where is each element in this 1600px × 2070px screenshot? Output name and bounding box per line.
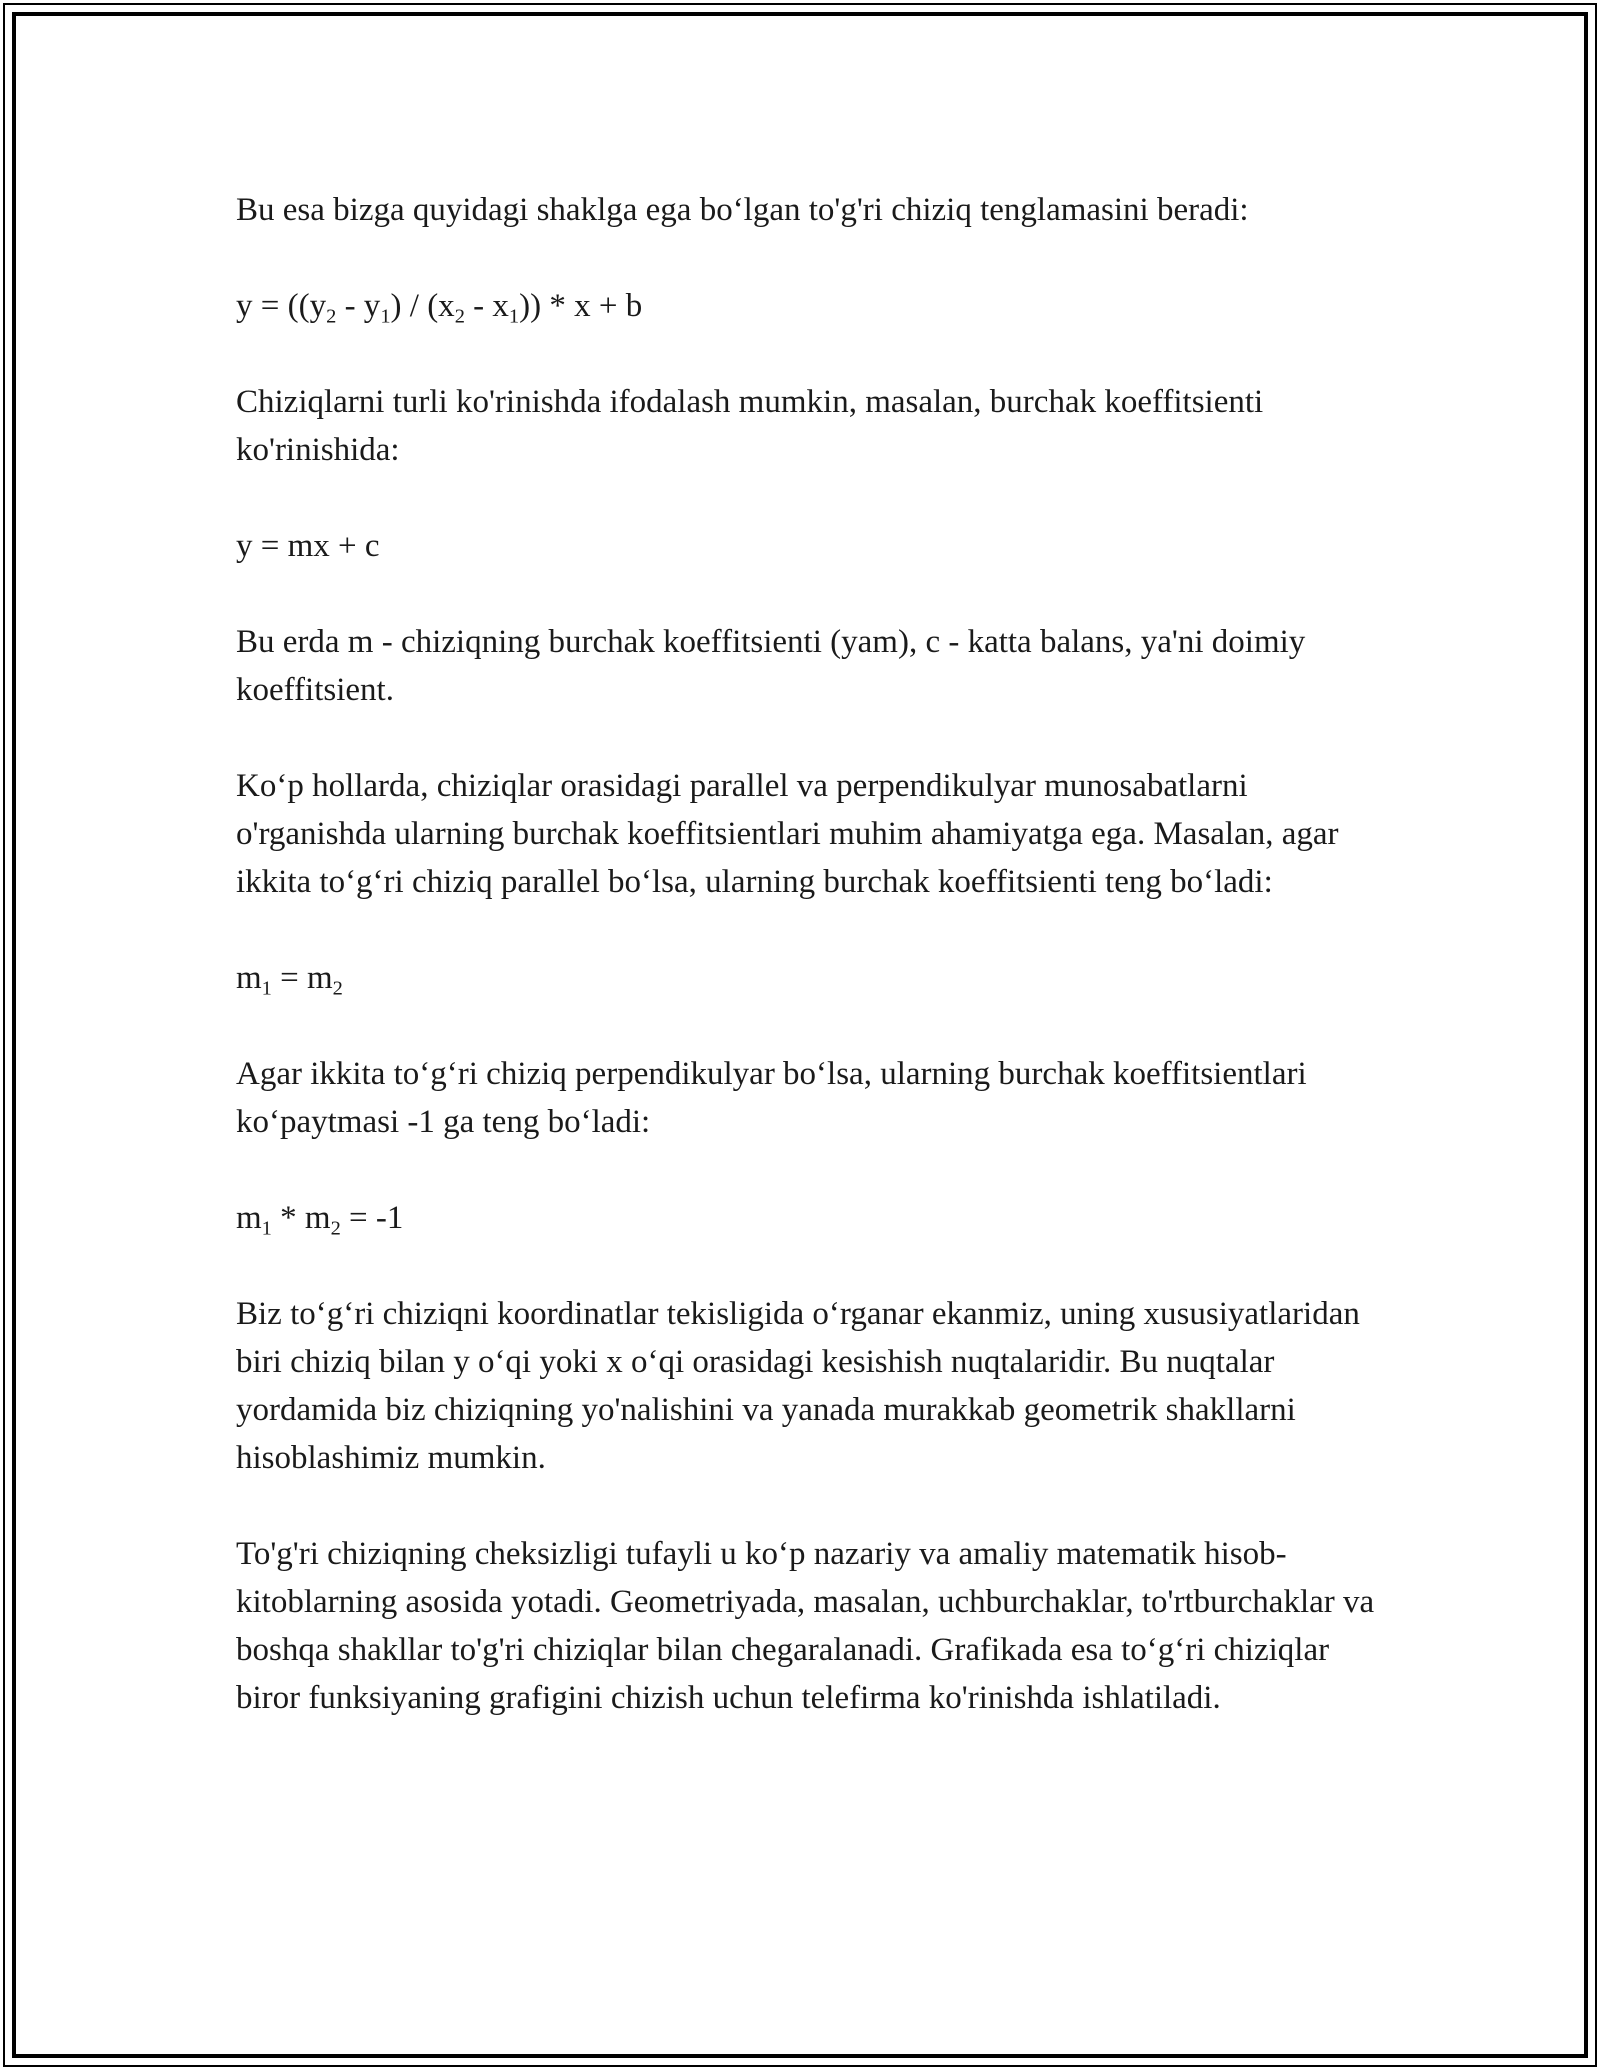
paragraph-intersections: Biz to‘g‘ri chiziqni koordinatlar tekisligida o‘rganar ekanmiz, uning xususiyatlaridan biri chiziq bilan y o‘qi yoki x o‘qi orasidagi kesishish nuqtalaridir. Bu nuqtalar yordamida biz chiziqning yo'nalishini va yanada murakkab geometrik shakllarni hisoblashimiz mumkin.: [236, 1296, 1360, 1476]
paragraph-applications: To'g'ri chiziqning cheksizligi tufayli u ko‘p nazariy va amaliy matematik hisob-kitoblarning asosida yotadi. Geometriyada, masalan, uchburchaklar, to'rtburchaklar va boshqa shakllar to'g'ri chiziqlar bilan chegaralanadi. Grafikada esa to‘g‘ri chiziqlar biror funksiyaning grafigini chizish uchun telefirma ko'rinishda ishlatiladi.: [236, 1536, 1375, 1716]
paragraph-slope-form: Chiziqlarni turli ko'rinishda ifodalash mumkin, masalan, burchak koeffitsienti ko'rinishida:: [236, 384, 1264, 468]
paragraph-parallel: Ko‘p hollarda, chiziqlar orasidagi parallel va perpendikulyar munosabatlarni o'rganishda ularning burchak koeffitsientlari muhim ahamiyatga ega. Masalan, agar ikkita to‘g‘ri chiziq parallel bo‘lsa, ularning burchak koeffitsienti teng bo‘ladi:: [236, 768, 1339, 900]
formula-slope-intercept: y = mx + c: [236, 528, 380, 564]
paragraph-intro: Bu esa bizga quyidagi shaklga ega bo‘lgan to'g'ri chiziq tenglamasini beradi:: [236, 192, 1249, 228]
paragraph-perpendicular: Agar ikkita to‘g‘ri chiziq perpendikulyar bo‘lsa, ularning burchak koeffitsientlari ko‘paytmasi -1 ga teng bo‘ladi:: [236, 1056, 1307, 1140]
paragraph-slope-definition: Bu erda m - chiziqning burchak koeffitsienti (yam), c - katta balans, ya'ni doimiy koeffitsient.: [236, 624, 1306, 708]
formula-parallel: $m_1 = m_2$: [236, 960, 343, 1000]
formula-line-equation: $y = ((y_2 - y_1) / (x_2 - x_1)) * x + b$: [236, 288, 643, 328]
document-body: [236, 186, 1396, 1722]
formula-perpendicular: $m_1 * m_2 = -1$: [236, 1200, 404, 1240]
